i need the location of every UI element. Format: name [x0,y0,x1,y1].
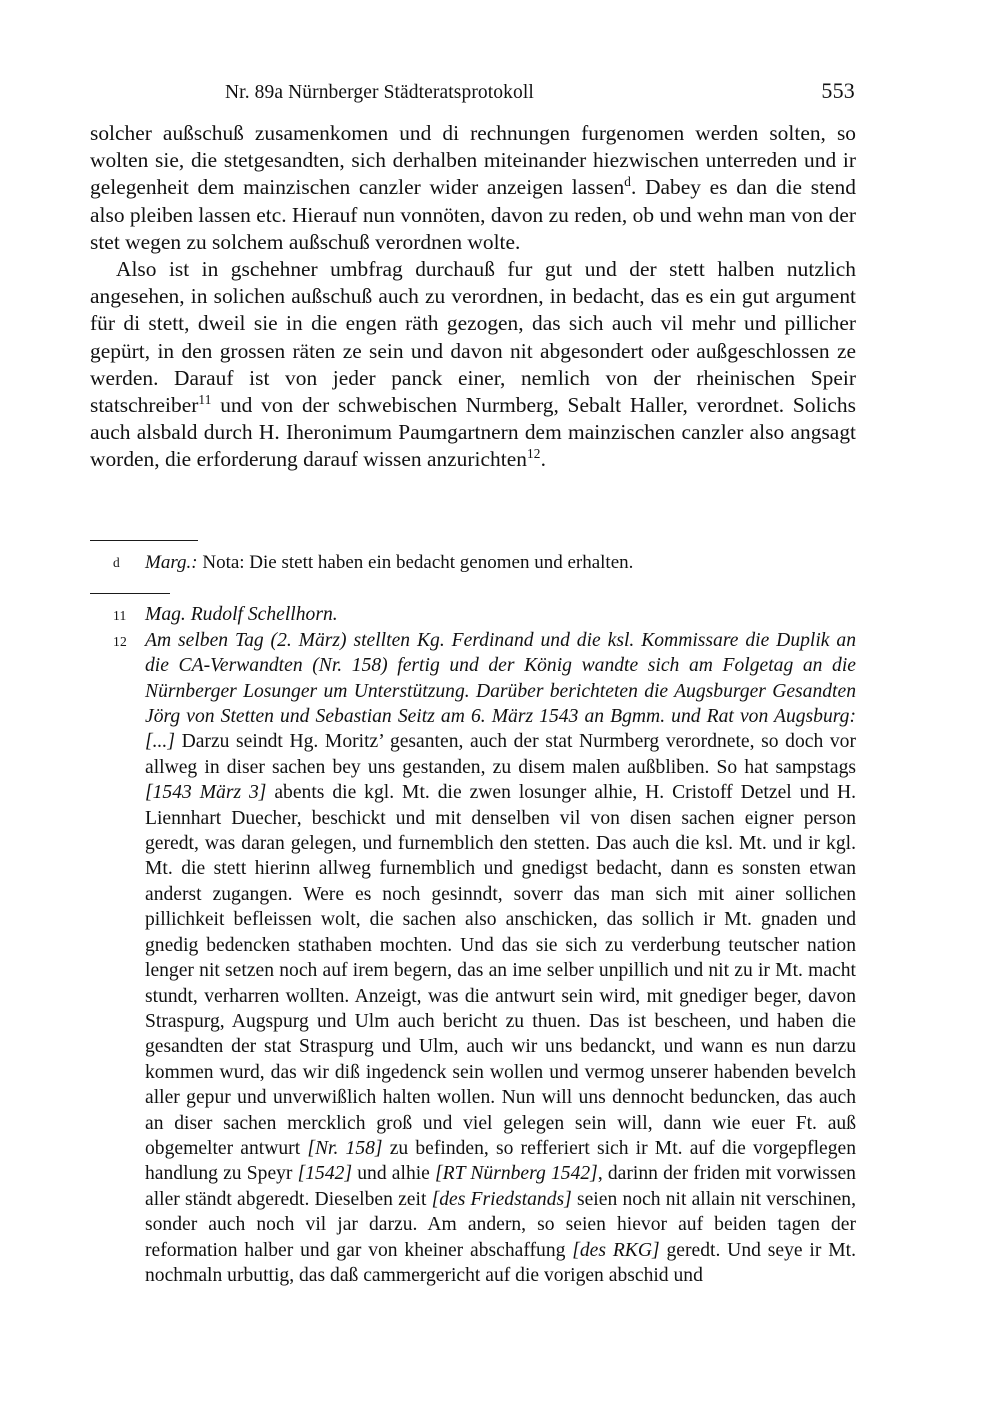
roman-run: Darzu seindt Hg. Moritz’ gesanten, auch der stat Nurmberg verordnete, so doch vor allweg in diser sachen bey uns gestanden, zu disem malen außbliben. So hat sampstags [145,731,856,778]
footnote-item [90,628,856,1289]
roman-run: Also ist in gschehner umbfrag durchauß fur gut und der stett halben nutzlich angesehen, in solichen außschuß auch zu verordnen, in bedacht, das es ein gut argument für di stett, dweil sie in die engen räth gezogen, das sich auch vil mehr und pillicher gepürt, in den grossen räten ze sein und davon nit abgesondert oder außgeschlossen ze werden. Darauf ist von jeder panck einer, nemlich von der rheinischen Speir statschreiber [90,257,856,418]
roman-run: . [540,447,546,472]
italic-run: [RT Nürnberg 1542] [435,1163,598,1185]
page-number: 553 [821,78,855,103]
footnote-text [145,630,856,1286]
variant-note-text [145,552,633,573]
italic-run: Mag. Rudolf Schellhorn. [145,604,338,626]
italic-run: [1542] [297,1163,353,1185]
italic-run: [Nr. 158] [307,1137,383,1159]
apparatus-spacer [90,576,856,593]
main-text-block [90,120,856,474]
italic-run: Am selben Tag (2. März) stellten Kg. Ferdinand und die ksl. Kommissare die Duplik an die CA-Verwandten (Nr. 158) fertig und der König wandte sich am Folgetag an die Nürnberger Losunger um Unterstützung. Darüber berichteten die Augsburger Gesandten Jörg von Stetten und Sebastian Seitz am 6. März 1543 an Bgmm. und Rat von Augsburg: [...] [145,629,856,753]
roman-run: solcher außschuß zusamenkomen und di rechnungen furgenomen werden solten, so wolten sie, die stetgesandten, sich derhalben miteinander hiezwischen unterreden und ir gelegenheit dem mainzischen canzler wider anzeigen lassen [90,121,856,200]
italic-run: [1543 März 3] [145,782,267,804]
roman-run: Nota: Die stett haben ein bedacht genomen und erhalten. [197,552,634,573]
footnote-reference: 11 [198,391,212,407]
footnote-number: 11 [113,608,127,624]
italic-run: [des RKG] [572,1239,660,1261]
body-paragraph [90,256,856,474]
critical-apparatus [90,540,856,1288]
variant-note-marker: d [113,555,120,570]
running-head [90,78,855,104]
footnotes-block [90,594,856,1288]
footnote-text [145,604,338,625]
variant-notes-block [90,541,856,576]
footnote-reference: 12 [526,446,541,462]
footnote-number: 12 [113,633,127,649]
footnote-reference: d [624,174,632,190]
roman-run: , darinn der friden mit vorwissen aller ständt abgeredt. Dieselben zeit [145,1163,856,1210]
roman-run: . Dabey es dan die stend also pleiben lassen etc. Hierauf nun vonnöten, davon zu reden, ob und wehn man von der stet wegen zu solchem außschuß verordnen wolte. [90,175,856,254]
roman-run: zu befinden, so refferiert sich ir Mt. auf die vorgepflegen handlung zu Speyr [145,1137,856,1185]
variant-note [90,550,856,576]
roman-run: und alhie [352,1163,436,1185]
footnote-item [90,602,856,627]
italic-run: [des Friedstands] [431,1188,572,1210]
roman-run: und von der schwebischen Nurmberg, Sebalt Haller, verordnet. Solichs auch alsbald durch H. Iheronimum Paumgartnern dem mainzischen canzler also angsagt worden, die erforderung darauf wissen anzurichten [90,393,856,472]
italic-run: Marg.: [145,552,198,573]
running-head-title: Nr. 89a Nürnberger Städteratsprotokoll [225,82,534,103]
roman-run: seien noch nit allain nit verschinen, sonder auch noch vil jar darzu. Am andern, so seien hievor auf beiden tagen der reformation halber und gar von kheiner abschaffung [145,1188,856,1261]
body-paragraph [90,120,856,256]
roman-run: geredt. Und seye ir Mt. nochmaln urbuttig, das daß cammergericht auf die vorigen abschid und [145,1239,856,1286]
roman-run: abents die kgl. Mt. die zwen losunger alhie, H. Cristoff Detzel und H. Liennhart Duecher, beschickt und mit denselben vil von disen sachen eigner person geredt, was daran gelegen, und furnemblich den stetten. Das auch die ksl. Mt. und ir kgl. Mt. die stett hierinn allweg furnemblich und gnedigst bedacht, dann es sonsten etwan anderst zugangen. Were es noch gesinndt, soverr das man sich mit ainer sollichen pillichkeit befleissen wolt, die sachen also anschicken, das sollich ir Mt. gnaden und gnedig bedencken stathaben mochten. Und das sie sich zu verderbung teutscher nation lenger nit setzen noch auf irem begern, das an ime selber unpillich und nit zu ir Mt. macht stundt, verharren wollten. Anzeigt, was die antwurt sein wird, mit gnediger beger, davon Straspurg, Augspurg und Ulm auch bericht zu thuen. Das ist bescheen, und haben die gesandten der stat Straspurg und Ulm, auch wir uns bedanckt, und wann es nun darzu kommen wurd, das wir diß ingedenck sein wollen und vermog unserer habenden bevelch aller gepur und unverwißlich halten wollen. Nun will uns dennocht beduncken, das auch an diser sachen mercklich groß und viel gelegen sein will, dann wie euer Ft. auß obgemelter antwurt [145,782,856,1159]
